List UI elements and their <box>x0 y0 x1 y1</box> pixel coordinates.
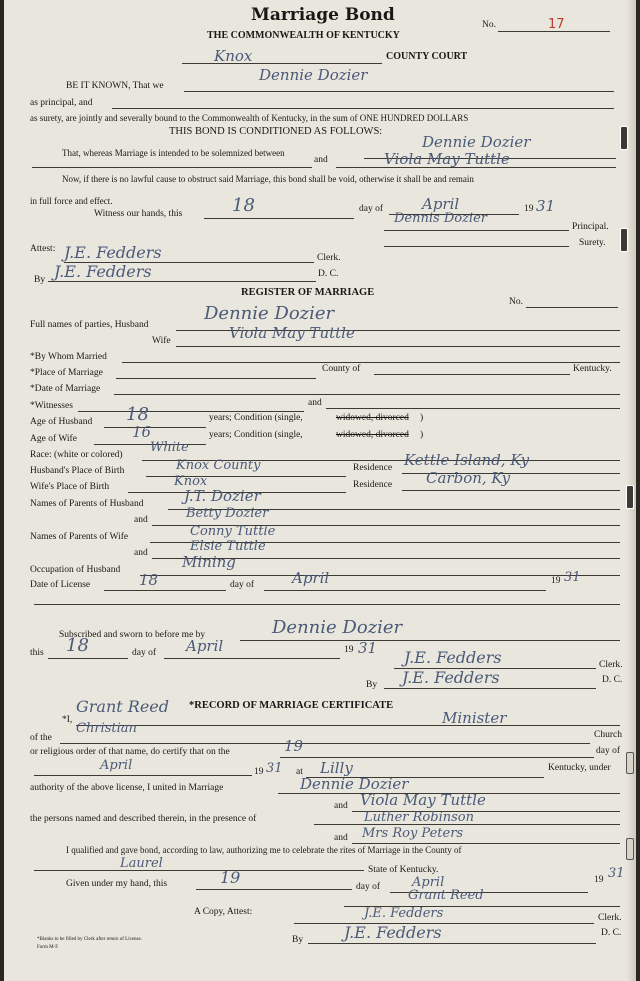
license-month: April <box>292 569 330 587</box>
church-name: Christian <box>76 721 137 736</box>
officiant-name: Grant Reed <box>76 697 170 716</box>
age-husband-label: Age of Husband <box>30 417 93 427</box>
sworn-year: 31 <box>358 639 378 657</box>
by-whom-label: *By Whom Married <box>30 352 107 362</box>
cert-bride: Viola May Tuttle <box>360 791 486 809</box>
cert-day: 19 <box>284 737 304 755</box>
religious-order-label: or religious order of that name, do certify that on the <box>30 747 230 757</box>
age-wife: 16 <box>132 423 152 441</box>
given-label: Given under my hand, this <box>66 879 168 889</box>
bond-attest-clerk-signature: J.E. Fedders <box>64 243 162 262</box>
as-principal-label: as principal, and <box>30 98 93 108</box>
cert-of-the-label: of the <box>30 733 52 743</box>
sworn-year-prefix: 19 <box>344 645 354 655</box>
certificate-title: *RECORD OF MARRIAGE CERTIFICATE <box>189 700 394 711</box>
witness-label: Witness our hands, this <box>94 209 183 219</box>
license-day-of-label: day of <box>230 580 255 590</box>
place-of-marriage-label: *Place of Marriage <box>30 368 103 378</box>
cert-place: Lilly <box>320 759 353 777</box>
authority-label: authority of the above license, I united in Marriage <box>30 783 224 793</box>
principal-signature: Dennis Dozier <box>394 211 487 226</box>
county-court-label: COUNTY COURT <box>386 51 468 62</box>
cert-and-label-2: and <box>334 833 348 843</box>
parents-wife-label: Names of Parents of Wife <box>30 532 129 542</box>
bond-party-1: Dennie Dozier <box>422 133 531 151</box>
whereas-label: That, whereas Marriage is intended to be solemnized between <box>62 148 285 158</box>
register-wife-label: Wife <box>152 336 171 346</box>
witnesses-label: *Witnesses <box>30 401 73 411</box>
footnote-form: Form M-F <box>37 945 58 950</box>
kentucky-under-label: Kentucky, under <box>548 763 611 773</box>
cert-by-label: By <box>292 935 304 945</box>
bond-conditioned: THIS BOND IS CONDITIONED AS FOLLOWS: <box>169 126 383 137</box>
document-page <box>4 0 636 981</box>
parent-wife-2: Elsie Tuttle <box>190 539 266 554</box>
register-no-label: No. <box>509 297 523 307</box>
attest-label: Attest: <box>30 244 56 254</box>
wife-condition-prefix: years; Condition (single, <box>209 430 303 440</box>
bond-number: 17 <box>548 17 565 32</box>
date-of-marriage-label: *Date of Marriage <box>30 384 101 394</box>
bond-year-prefix: 19 <box>524 204 534 214</box>
wife-birthplace: Knox <box>174 474 208 489</box>
husband-condition-suffix: ) <box>420 413 424 423</box>
license-year-prefix: 19 <box>551 576 561 586</box>
cert-month: April <box>100 758 133 773</box>
husband-birth-label: Husband's Place of Birth <box>30 466 125 476</box>
register-clerk-signature: J.E. Fedders <box>404 648 502 667</box>
given-day: 19 <box>220 868 241 887</box>
county-of-label: County of <box>322 364 361 374</box>
license-date-label: Date of License <box>30 580 91 590</box>
parents-wife-and: and <box>134 548 148 558</box>
sworn-day-of-label: day of <box>132 648 157 658</box>
bond-dc-label: D. C. <box>318 269 339 279</box>
wife-residence: Carbon, Ky <box>426 469 511 487</box>
given-month: April <box>412 875 445 890</box>
husband-condition-prefix: years; Condition (single, <box>209 413 303 423</box>
occupation-label: Occupation of Husband <box>30 565 121 575</box>
parents-husband-label: Names of Parents of Husband <box>30 499 144 509</box>
husband-residence-label: Residence <box>353 463 393 473</box>
race-value: White <box>150 440 189 455</box>
binder-clip <box>626 838 634 860</box>
bond-and-label: and <box>314 155 328 165</box>
witnesses-and-label: and <box>308 398 322 408</box>
parent-husband-2: Betty Dozier <box>186 506 269 521</box>
parents-husband-and: and <box>134 515 148 525</box>
witness-month: April <box>422 195 460 213</box>
cert-year-prefix: 19 <box>254 767 264 777</box>
age-wife-label: Age of Wife <box>30 434 77 444</box>
sworn-this-label: this <box>30 648 44 658</box>
binder-clip <box>620 228 628 252</box>
bond-county: Knox <box>214 47 253 65</box>
license-year: 31 <box>564 570 581 585</box>
cert-clerk-label: Clerk. <box>598 913 622 923</box>
subscriber-name: Dennie Dozier <box>272 617 403 638</box>
sworn-month: April <box>186 637 224 655</box>
bond-by-label: By <box>34 275 46 285</box>
in-full-force: in full force and effect. <box>30 196 113 206</box>
cert-witness-2: Mrs Roy Peters <box>362 826 464 841</box>
sworn-day: 18 <box>66 635 89 656</box>
principal-label: Principal. <box>572 222 609 232</box>
state-label: State of Kentucky. <box>368 865 439 875</box>
cert-dc-label: D. C. <box>601 928 622 938</box>
officiant-title: Minister <box>442 709 507 727</box>
cert-at-label: at <box>296 767 303 777</box>
binder-clip <box>620 126 628 150</box>
witness-year: 31 <box>536 197 556 215</box>
surety-sentence: as surety, are jointly and severally bound to the Commonwealth of Kentucky, in the sum of ONE HUNDRED DOLLARS <box>30 113 469 123</box>
cert-dc-signature: J.E. Fedders <box>344 923 442 942</box>
full-names-label: Full names of parties, Husband <box>30 320 149 330</box>
bond-party-2: Viola May Tuttle <box>384 150 510 168</box>
register-clerk-label: Clerk. <box>599 660 623 670</box>
cert-and-label-1: and <box>334 801 348 811</box>
wife-residence-label: Residence <box>353 480 393 490</box>
bond-day-of-label: day of <box>359 204 384 214</box>
subscribed-label: Subscribed and sworn to before me by <box>59 630 206 640</box>
parent-wife-1: Conny Tuttle <box>190 524 276 539</box>
now-if-sentence: Now, if there is no lawful cause to obstruct said Marriage, this bond shall be void, otherwise it shall be and remain <box>62 174 474 184</box>
bond-clerk-label: Clerk. <box>317 253 341 263</box>
cert-i-label: *I, <box>62 715 73 725</box>
witness-day: 18 <box>232 195 255 216</box>
register-wife: Viola May Tuttle <box>229 324 355 342</box>
license-day: 18 <box>139 571 159 589</box>
wife-condition-struck: widowed, divorced <box>336 430 409 440</box>
cert-county: Laurel <box>120 856 163 871</box>
cert-day-of-label: day of <box>596 746 621 756</box>
register-dc-signature: J.E. Fedders <box>402 668 500 687</box>
cert-clerk-signature: J.E. Fedders <box>364 906 444 921</box>
qualified-sentence: I qualified and gave bond, according to law, authorizing me to celebrate the rites of Marriage in the County of <box>66 845 462 855</box>
cert-groom: Dennie Dozier <box>300 775 409 793</box>
register-title: REGISTER OF MARRIAGE <box>241 287 375 298</box>
copy-attest-label: A Copy, Attest: <box>194 907 253 917</box>
footnote-blanks: *Blanks to be filled by Clerk after return of License. <box>37 937 142 942</box>
commonwealth-heading: THE COMMONWEALTH OF KENTUCKY <box>207 30 400 41</box>
register-dc-label: D. C. <box>602 675 623 685</box>
husband-condition-struck: widowed, divorced <box>336 413 409 423</box>
minister-signature: Grant Reed <box>408 888 484 903</box>
principal-name: Dennie Dozier <box>259 66 368 84</box>
given-day-of-label: day of <box>356 882 381 892</box>
occupation-value: Mining <box>182 553 236 571</box>
given-year-prefix: 19 <box>594 875 604 885</box>
persons-label: the persons named and described therein, in the presence of <box>30 814 257 824</box>
bond-no-label: No. <box>482 20 496 30</box>
bond-dc-signature: J.E. Fedders <box>54 262 152 281</box>
binder-clip <box>626 485 634 509</box>
race-label: Race: (white or colored) <box>30 450 123 460</box>
husband-residence: Kettle Island, Ky <box>404 451 530 469</box>
age-husband: 18 <box>126 404 149 425</box>
bond-title: Marriage Bond <box>251 5 395 25</box>
cert-witness-1: Luther Robinson <box>364 810 474 825</box>
surety-label: Surety. <box>579 238 606 248</box>
wife-condition-suffix: ) <box>420 430 424 440</box>
husband-birthplace: Knox County <box>176 458 261 473</box>
church-label: Church <box>594 730 622 740</box>
kentucky-label: Kentucky. <box>573 364 612 374</box>
register-husband: Dennie Dozier <box>204 303 335 324</box>
parent-husband-1: J.T. Dozier <box>184 487 261 505</box>
given-year: 31 <box>608 866 625 881</box>
binder-clip <box>626 752 634 774</box>
wife-birth-label: Wife's Place of Birth <box>30 482 110 492</box>
be-it-known-label: BE IT KNOWN, That we <box>66 81 164 91</box>
cert-year: 31 <box>266 761 283 776</box>
register-by-label: By <box>366 680 378 690</box>
